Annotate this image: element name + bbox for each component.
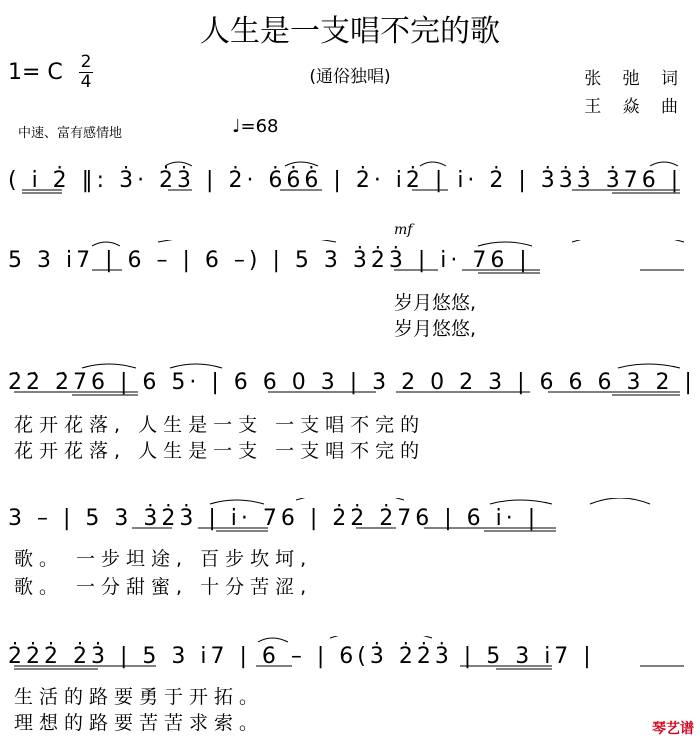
score-line-5-text: 2̇2̇2̇ 2̇3̇ | 5 3 i̇7 | 6 – | 6(3̇ 2̇2̇3̇ | 5 3 i̇7 | [8,644,595,669]
time-signature [76,54,96,91]
score-line-4-text: 3 – | 5 3 3̇2̇3̇ | i̇· 76 | 2̇2̇ 2̇76 | 6 i̇· | [8,506,540,531]
score-line-3-text: 2̇2̇ 2̇76 | 6 5· | 6 6 0 3 | 3 2 0 2 3 | 6 6 6 3 2 | [8,370,696,395]
song-title: 人生是一支唱不完的歌 [200,14,500,49]
score-line-2 [0,240,700,280]
lyric-v1-line4: 歌。 一步坦途, 百步坎坷, [14,548,313,570]
tempo-mark: ♩=68 [232,116,279,137]
lyric-v2-line2: 岁月悠悠, [394,318,477,340]
time-signature-bottom: 4 [80,72,92,92]
lyric-v2-line4: 歌。 一分甜蜜, 十分苦涩, [14,576,313,598]
lyric-v2-line5: 理想的路要苦苦求索。 [14,712,265,734]
score-line-5 [0,636,700,676]
key-signature: 1= C [8,60,63,85]
score-line-4 [0,498,700,538]
song-subtitle: (通俗独唱) [309,67,391,87]
composer-credit: 王 焱 曲 [584,97,686,117]
site-watermark-logo: 琴艺谱 [652,721,694,737]
time-signature-top: 2 [80,52,92,72]
lyric-v1-line3: 花开花落, 人生是一支 一支唱不完的 [14,414,426,436]
lyric-v2-line3: 花开花落, 人生是一支 一支唱不完的 [14,440,426,462]
score-line-1-text: ( i̇ 2̇ ‖: 3̇· 2̇3̇ | 2̇· 6̇6̇6̇ | 2̇· i̇2̇ | i̇· 2̇ | 3̇3̇3̇ 3̇76 | [8,168,683,193]
lyric-v1-line2: 岁月悠悠, [394,292,477,314]
score-line-1 [0,160,700,200]
lyricist-credit: 张 弛 词 [584,69,686,89]
dynamic-mark: mf [394,222,413,238]
lyric-v1-line5: 生活的路要勇于开拓。 [14,686,265,708]
score-line-3 [0,362,700,402]
score-line-2-text: 5 3 i̇7 | 6 – | 6 –) | 5 3 3̇2̇3̇ | i̇· 76 | [8,248,531,273]
tempo-text: 中速、富有感情地 [18,126,123,141]
